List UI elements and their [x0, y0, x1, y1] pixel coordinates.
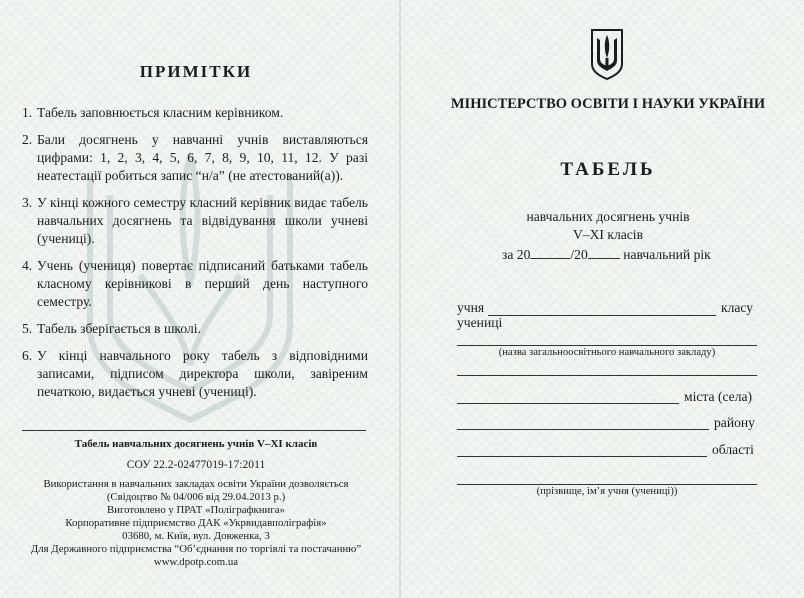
- note-item: 6. У кінці навчального року табель з відповідними записами, підписом директора школи, завіреним печаткою, видається учневі (учениці).: [22, 348, 368, 399]
- class-label: класу: [721, 300, 754, 315]
- year-end-blank[interactable]: [588, 247, 620, 259]
- full-name-caption: (прізвище, ім’я учня (учениці)): [536, 486, 678, 497]
- note-item: 4. Учень (учениця) повертає підписаний батьками табель класному керівникові в перший день наступного семестру.: [22, 258, 368, 309]
- colophon-line: (Свідоцтво № 04/006 від 29.04.2013 р.): [106, 491, 286, 503]
- colophon-line: Використання в навчальних закладах освіти України дозволяється: [43, 478, 349, 490]
- ministry-name: МІНІСТЕРСТВО ОСВІТИ І НАУКИ УКРАЇНИ: [450, 96, 766, 112]
- city-label: міста (села): [684, 389, 753, 404]
- academic-year-line: за 20 /20 навчальний рік: [502, 247, 711, 262]
- city-blank[interactable]: [457, 403, 679, 404]
- colophon-divider: [22, 430, 366, 431]
- full-name-blank[interactable]: [457, 484, 757, 485]
- note-item: 5. Табель зберігається в школі.: [22, 321, 201, 336]
- note-item: 1. Табель заповнюється класним керівником.: [22, 105, 284, 120]
- student-name-blank[interactable]: [488, 315, 716, 316]
- colophon-website: www.dpotp.com.ua: [153, 556, 239, 568]
- region-label: області: [712, 442, 754, 457]
- student-m-label: учня: [457, 300, 485, 315]
- page-fold: [399, 0, 401, 598]
- colophon-line: Виготовлено у ПРАТ «Поліграфкнига»: [107, 504, 285, 516]
- notes-list: [22, 104, 368, 410]
- student-f-label: учениці: [457, 315, 503, 330]
- subtitle-line-1: навчальних досягнень учнів: [526, 209, 690, 224]
- year-start-blank[interactable]: [530, 247, 570, 259]
- colophon-line: Для Державного підприємства “Об’єднання по торгівлі та постачанню”: [30, 543, 362, 555]
- note-item: 2. Бали досягнень у навчанні учнів виставляються цифрами: 1, 2, 3, 4, 5, 6, 7, 8, 9, 10, 11, 12. У разі неатестації робиться запис “н/а” (не атестований(а)).: [22, 132, 368, 183]
- colophon-line: Корпоративне підприємство ДАК «Укрвидавполіграфія»: [65, 517, 327, 529]
- region-blank[interactable]: [457, 456, 707, 457]
- document-title: ТАБЕЛЬ: [560, 159, 656, 180]
- colophon: [0, 438, 392, 569]
- school-name-blank[interactable]: [457, 345, 757, 346]
- notes-title: ПРИМІТКИ: [139, 62, 253, 81]
- standard-code: СОУ 22.2-02477019-17:2011: [126, 458, 266, 471]
- trident-coat-of-arms-icon: [590, 28, 624, 80]
- note-item: 3. У кінці кожного семестру класний керівник видає табель навчальних досягнень та відвідування школи учневі (учениці).: [22, 195, 368, 246]
- district-blank[interactable]: [457, 429, 709, 430]
- colophon-title: Табель навчальних досягнень учнів V–XI класів: [74, 438, 318, 450]
- subtitle-line-2: V–XI класів: [572, 227, 643, 242]
- school-caption: (назва загальноосвітнього навчального закладу): [498, 347, 716, 358]
- colophon-line: 03680, м. Київ, вул. Довженка, 3: [122, 530, 270, 542]
- district-label: району: [714, 415, 755, 430]
- school-name-blank-2[interactable]: [457, 375, 757, 376]
